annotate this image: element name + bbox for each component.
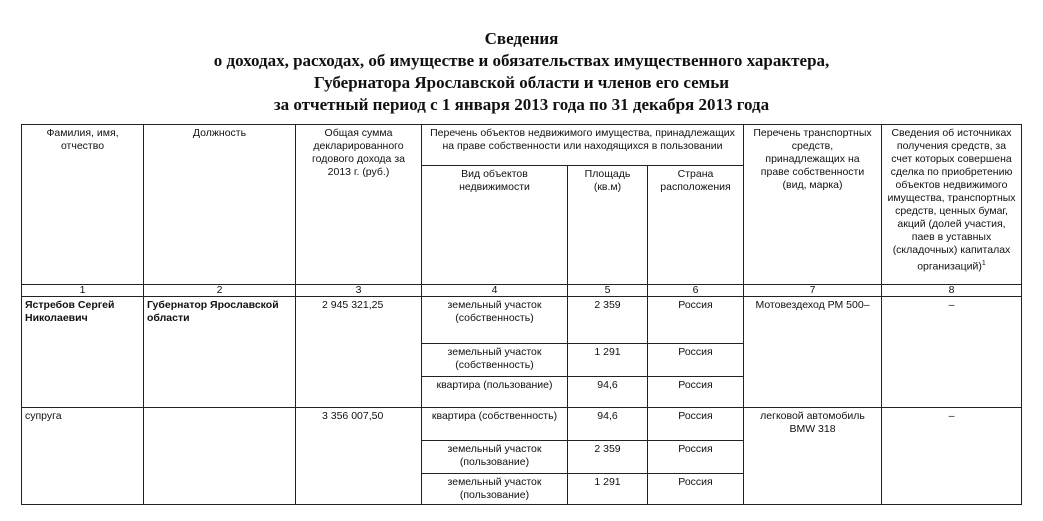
realty-area: 1 291	[568, 474, 648, 505]
column-number: 2	[144, 285, 296, 297]
realty-country: Россия	[648, 344, 744, 377]
column-number: 3	[296, 285, 422, 297]
realty-type: земельный участок (собственность)	[422, 344, 568, 377]
column-number: 7	[744, 285, 882, 297]
title-line-3: Губернатора Ярославской области и членов его семьи	[313, 73, 730, 92]
realty-type: земельный участок (пользование)	[422, 474, 568, 505]
title-line-2: о доходах, расходах, об имуществе и обязательствах имущественного характера,	[213, 51, 830, 70]
realty-area: 94,6	[568, 377, 648, 408]
realty-type: земельный участок (собственность)	[422, 297, 568, 344]
realty-type: квартира (пользование)	[422, 377, 568, 408]
table-row	[22, 297, 1022, 344]
title-line-4: за отчетный период с 1 января 2013 года по 31 декабря 2013 года	[273, 95, 770, 114]
header-position: Должность	[144, 125, 296, 285]
column-number-row	[22, 285, 1022, 297]
header-realty-country: Страна расположения	[648, 166, 744, 285]
person-name: Ястребов Сергей Николаевич	[22, 297, 144, 408]
realty-country: Россия	[648, 408, 744, 441]
column-number: 6	[648, 285, 744, 297]
declaration-table	[21, 124, 1022, 505]
person-position	[144, 408, 296, 505]
table-row	[22, 408, 1022, 441]
realty-type: земельный участок (пользование)	[422, 441, 568, 474]
person-sources: –	[882, 408, 1022, 505]
document-title	[0, 28, 1043, 116]
realty-area: 2 359	[568, 441, 648, 474]
header-name: Фамилия, имя, отчество	[22, 125, 144, 285]
column-number: 5	[568, 285, 648, 297]
realty-country: Россия	[648, 441, 744, 474]
column-number: 4	[422, 285, 568, 297]
person-sources: –	[882, 297, 1022, 408]
header-sources-text: Сведения об источниках получения средств, за счет которых совершена сделка по приобретению объектов недвижимого имущества, транспортных средств, ценных бумаг, акций (долей участия, паев в уставных (складочных) капиталах организаций)	[887, 127, 1016, 273]
realty-country: Россия	[648, 377, 744, 408]
footnote-marker: 1	[981, 260, 986, 267]
realty-area: 2 359	[568, 297, 648, 344]
header-sources	[882, 125, 1022, 285]
person-position: Губернатор Ярославской области	[144, 297, 296, 408]
person-income: 2 945 321,25	[296, 297, 422, 408]
header-income: Общая сумма декларированного годового дохода за 2013 г. (руб.)	[296, 125, 422, 285]
realty-area: 1 291	[568, 344, 648, 377]
realty-area: 94,6	[568, 408, 648, 441]
realty-country: Россия	[648, 474, 744, 505]
realty-country: Россия	[648, 297, 744, 344]
person-vehicles: легковой автомобиль BMW 318	[744, 408, 882, 505]
header-realty-group: Перечень объектов недвижимого имущества, принадлежащих на праве собственности или находящихся в пользовании	[422, 125, 744, 166]
column-number: 8	[882, 285, 1022, 297]
column-number: 1	[22, 285, 144, 297]
person-vehicles: Мотовездеход РМ 500–	[744, 297, 882, 408]
person-income: 3 356 007,50	[296, 408, 422, 505]
title-line-1: Сведения	[484, 29, 559, 48]
header-vehicles: Перечень транспортных средств, принадлежащих на праве собственности (вид, марка)	[744, 125, 882, 285]
person-name: супруга	[22, 408, 144, 505]
header-realty-type: Вид объектов недвижимости	[422, 166, 568, 285]
realty-type: квартира (собственность)	[422, 408, 568, 441]
header-realty-area: Площадь (кв.м)	[568, 166, 648, 285]
